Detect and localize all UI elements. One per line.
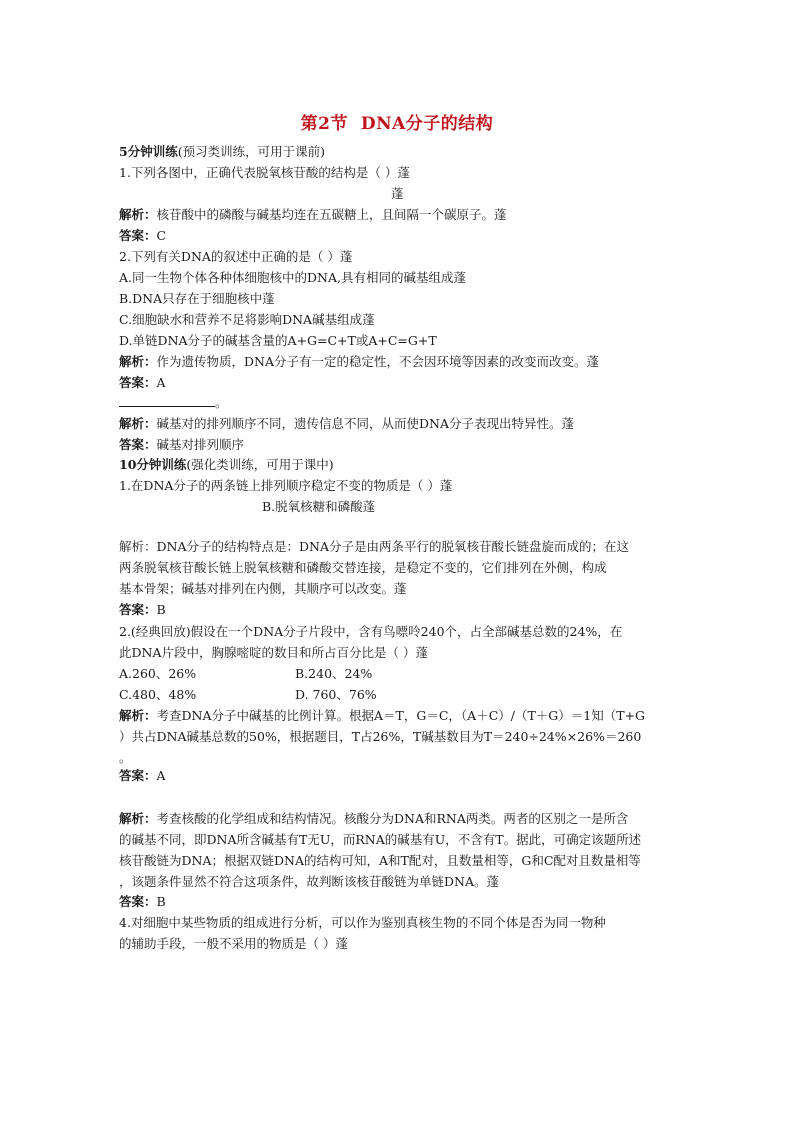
analysis-text: 考查DNA分子中碱基的比例计算。根据A＝T，G＝C，（A＋C）/（T＋G）＝1知（T+G — [156, 708, 646, 723]
p3-analysis-line-4: ，该题条件显然不符合这项条件，故判断该核苷酸链为单链DNA。蓬 — [119, 874, 499, 889]
answer-label: 答案： — [119, 228, 157, 243]
analysis-label: 解析： — [119, 416, 157, 431]
answer-label: 答案： — [119, 437, 157, 452]
q2-answer — [119, 375, 679, 391]
blank-tail: 。 — [215, 395, 228, 410]
p3-analysis-line-3: 核苷酸链为DNA；根据双链DNA的结构可知，A和T配对，且数量相等，G和C配对且数量相等 — [119, 853, 641, 868]
section-header-5min — [119, 144, 679, 160]
fill-blank — [119, 395, 215, 407]
p2-option-b: B.240、24% — [295, 666, 373, 681]
p2-analysis-line-2: ）共占DNA碱基总数的50%，根据题目，T占26%，T碱基数目为T＝240÷24%×26%＝260 — [119, 729, 642, 744]
p2-answer — [119, 768, 679, 784]
practice-4-line-1: 4.对细胞中某些物质的组成进行分析，可以作为鉴别真核生物的不同个体是否为同一物种 — [119, 915, 606, 930]
analysis-label: 解析： — [119, 207, 157, 222]
question-1: 1.下列各图中，正确代表脱氧核苷酸的结构是（ ）蓬 — [119, 165, 410, 180]
p1-answer — [119, 602, 679, 618]
answer-text: C — [156, 228, 167, 243]
practice-2-line-2: 此DNA片段中，胸腺嘧啶的数目和所占百分比是（ ）蓬 — [119, 645, 428, 660]
answer-text: B — [156, 602, 166, 617]
question-2: 2.下列有关DNA的叙述中正确的是（ ）蓬 — [119, 249, 353, 264]
practice-1-option-b: B.脱氧核糖和磷酸蓬 — [262, 499, 376, 514]
p2-option-a: A.260、26% — [119, 666, 197, 681]
section-label: 10分钟训练 — [119, 457, 187, 472]
practice-4-line-2: 的辅助手段，一般不采用的物质是（ ）蓬 — [119, 936, 348, 951]
answer-label: 答案： — [119, 602, 157, 617]
section-label: 5分钟训练 — [119, 144, 178, 159]
p2-option-d: D. 760、76% — [295, 687, 377, 702]
p2-analysis-line-1 — [119, 708, 679, 724]
analysis-label: 解析： — [119, 811, 157, 826]
p3-analysis-line-1 — [119, 811, 679, 827]
section-note: (预习类训练，可用于课前) — [177, 144, 325, 159]
analysis-text: 作为遗传物质，DNA分子有一定的稳定性，不会因环境等因素的改变而改变。蓬 — [156, 354, 600, 369]
answer-label: 答案： — [119, 894, 157, 909]
practice-2-line-1: 2.(经典回放)假设在一个DNA分子片段中，含有鸟嘌呤240个，占全部碱基总数的24%，在 — [119, 624, 623, 639]
q2-analysis — [119, 354, 679, 370]
answer-text: A — [156, 375, 166, 390]
analysis-text: 碱基对的排列顺序不同，遗传信息不同，从而使DNA分子表现出特异性。蓬 — [156, 416, 575, 431]
p3-analysis-line-2: 的碱基不同，即DNA所含碱基有T无U，而RNA的碱基有U，不含有T。据此，可确定该题所述 — [119, 832, 642, 847]
practice-1: 1.在DNA分子的两条链上排列顺序稳定不变的物质是（ ）蓬 — [119, 478, 453, 493]
q2-option-c: C.细胞缺水和营养不足将影响DNA碱基组成蓬 — [119, 312, 375, 327]
analysis-text: 核苷酸中的磷酸与碱基均连在五碳糖上，且间隔一个碳原子。蓬 — [156, 207, 507, 222]
q3-blank-line — [119, 395, 679, 411]
p2-option-c: C.480、48% — [119, 687, 197, 702]
p1-analysis-line-1: 解析：DNA分子的结构特点是：DNA分子是由两条平行的脱氧核苷酸长链盘旋而成的；在这 — [119, 539, 629, 554]
analysis-text: 考查核酸的化学组成和结构情况。核酸分为DNA和RNA两类。两者的区别之一是所含 — [156, 811, 629, 826]
p1-analysis-line-3: 基本骨架；碱基对排列在内侧，其顺序可以改变。蓬 — [119, 581, 407, 596]
q2-option-d: D.单链DNA分子的碱基含量的A+G=C+T或A+C=G+T — [119, 333, 437, 348]
q1-answer — [119, 228, 679, 244]
q3-answer — [119, 437, 679, 453]
answer-text: A — [156, 768, 166, 783]
p2-analysis-line-3: 。 — [119, 750, 132, 765]
section-note: (强化类训练，可用于课中) — [186, 457, 334, 472]
section-header-10min — [119, 457, 679, 473]
answer-text: B — [156, 894, 166, 909]
answer-text: 碱基对排列顺序 — [156, 437, 245, 452]
question-1-figure-mark: 蓬 — [391, 186, 404, 201]
q3-analysis — [119, 416, 679, 432]
page-title: 第2节 DNA分子的结构 — [300, 114, 494, 134]
q2-option-a: A.同一生物个体各种体细胞核中的DNA,具有相同的碱基组成蓬 — [119, 270, 466, 285]
q1-analysis — [119, 207, 679, 223]
analysis-label: 解析： — [119, 708, 157, 723]
answer-label: 答案： — [119, 768, 157, 783]
p3-answer — [119, 894, 679, 910]
p1-analysis-line-2: 两条脱氧核苷酸长链上脱氧核糖和磷酸交替连接，是稳定不变的，它们排列在外侧，构成 — [119, 560, 607, 575]
q2-option-b: B.DNA只存在于细胞核中蓬 — [119, 291, 275, 306]
analysis-label: 解析： — [119, 354, 157, 369]
answer-label: 答案： — [119, 375, 157, 390]
